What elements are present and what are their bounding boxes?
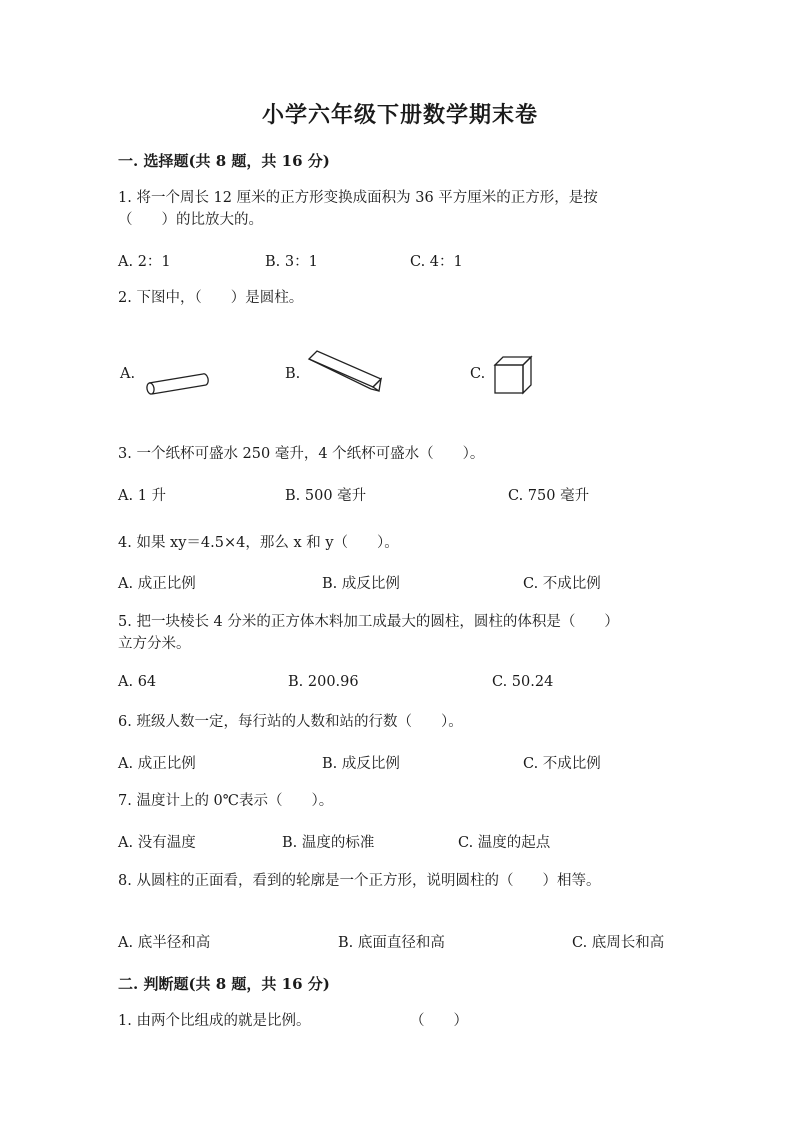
q6-option-a: A. 成正比例 [118, 756, 196, 772]
q3-option-b: B. 500 毫升 [285, 488, 367, 504]
judgment-1-blank: （ ） [410, 1013, 468, 1029]
q2-label-b: B. [285, 366, 301, 382]
q4-option-a: A. 成正比例 [118, 576, 196, 592]
question-1 [118, 187, 678, 231]
q3-option-a: A. 1 升 [118, 488, 167, 504]
page-title: 小学六年级下册数学期末卷 [261, 102, 538, 128]
q4-option-b: B. 成反比例 [322, 576, 400, 592]
q2-label-c: C. [470, 366, 486, 382]
q1-option-b: B. 3：1 [265, 254, 318, 270]
q7-option-a: A. 没有温度 [118, 835, 196, 851]
cylinder-figure [143, 370, 213, 398]
question-8: 8. 从圆柱的正面看，看到的轮廓是一个正方形，说明圆柱的（ ）相等。 [118, 873, 601, 889]
q5-option-c: C. 50.24 [492, 674, 554, 690]
q7-option-c: C. 温度的起点 [458, 835, 551, 851]
q2-label-a: A. [120, 366, 136, 382]
q4-option-c: C. 不成比例 [523, 576, 601, 592]
q8-option-a: A. 底半径和高 [118, 935, 211, 951]
question-6: 6. 班级人数一定，每行站的人数和站的行数（ ）。 [118, 714, 463, 730]
triangular-prism-figure [305, 349, 385, 394]
question-4: 4. 如果 xy＝4.5×4，那么 x 和 y（ ）。 [118, 535, 399, 551]
q3-option-c: C. 750 毫升 [508, 488, 590, 504]
question-5-line-1: 5. 把一块棱长 4 分米的正方体木料加工成最大的圆柱，圆柱的体积是（ ） [118, 614, 619, 630]
q6-option-b: B. 成反比例 [322, 756, 400, 772]
q7-option-b: B. 温度的标准 [282, 835, 375, 851]
q5-option-b: B. 200.96 [288, 674, 359, 690]
judgment-1: 1. 由两个比组成的就是比例。 [118, 1013, 311, 1029]
q8-option-b: B. 底面直径和高 [338, 935, 445, 951]
question-2: 2. 下图中，（ ）是圆柱。 [118, 290, 304, 306]
question-3: 3. 一个纸杯可盛水 250 毫升，4 个纸杯可盛水（ ）。 [118, 446, 485, 462]
cube-figure [493, 355, 535, 397]
question-5-line-2: 立方分米。 [118, 636, 191, 652]
q5-option-a: A. 64 [118, 674, 157, 690]
question-7: 7. 温度计上的 0℃表示（ ）。 [118, 793, 334, 809]
section-heading-judgment: 二. 判断题(共 8 题，共 16 分) [118, 975, 330, 993]
q1-option-a: A. 2：1 [118, 254, 171, 270]
question-1-line-1: 1. 将一个周长 12 厘米的正方形变换成面积为 36 平方厘米的正方形，是按 [118, 190, 598, 206]
question-5 [118, 611, 678, 655]
q1-option-c: C. 4：1 [410, 254, 463, 270]
section-heading-choice: 一. 选择题(共 8 题，共 16 分) [118, 152, 330, 170]
q8-option-c: C. 底周长和高 [572, 935, 665, 951]
q6-option-c: C. 不成比例 [523, 756, 601, 772]
question-1-line-2: （ ）的比放大的。 [118, 212, 263, 228]
